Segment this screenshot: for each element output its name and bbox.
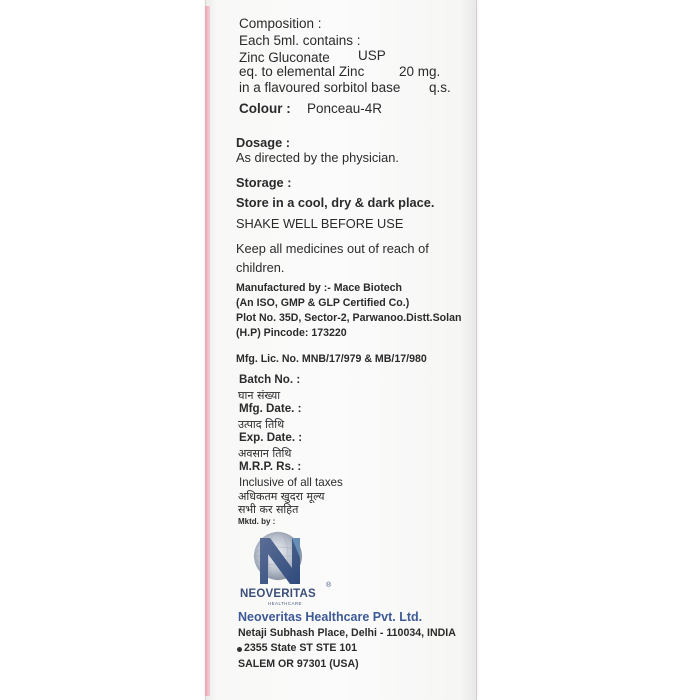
us-address-line2: SALEM OR 97301 (USA) [238,658,359,670]
brand-name: NEOVERITAS [240,588,316,600]
ingredient-amount: 20 mg. [399,64,441,79]
mrp-label: M.R.P. Rs. : [239,460,302,473]
mrp-inclusive: Inclusive of all taxes [239,476,343,489]
storage-heading: Storage : [236,175,292,190]
carton-edge-stripe [205,6,210,696]
ingredient-equivalent: eq. to elemental Zinc [239,64,365,79]
mfg-date-label: Mfg. Date. : [239,402,302,415]
mfg-date-hindi: उत्पाद तिथि [238,418,285,431]
manufacturer-line4: (H.P) Pincode: 173220 [236,327,347,339]
composition-heading: Composition : [239,16,322,31]
storage-text: Store in a cool, dry & dark place. [236,195,435,210]
mfg-license: Mfg. Lic. No. MNB/17/979 & MB/17/980 [236,353,427,365]
batch-hindi: घान संख्या [238,389,281,402]
composition-base: in a flavoured sorbitol base [239,80,401,95]
dosage-text: As directed by the physician. [236,150,399,165]
composition-qs: q.s. [429,80,451,95]
manufacturer-line2: (An ISO, GMP & GLP Certified Co.) [236,297,410,309]
manufacturer-line3: Plot No. 35D, Sector-2, Parwanoo.Distt.Solan [236,312,462,324]
us-address-line1: 2355 State ST STE 101 [244,642,358,654]
company-address: Netaji Subhash Place, Delhi - 110034, INDIA [238,627,456,639]
marketed-by-label: Mktd. by : [238,517,276,526]
colour-value: Ponceau-4R [307,101,383,116]
manufacturer-line1: Manufactured by :- Mace Biotech [236,282,402,294]
exp-date-hindi: अवसान तिथि [238,447,292,460]
company-name: Neoveritas Healthcare Pvt. Ltd. [238,610,423,624]
shake-warning: SHAKE WELL BEFORE USE [236,216,404,231]
colour-label: Colour : [239,101,291,116]
ingredient-grade: USP [358,48,386,63]
keep-away-line1: Keep all medicines out of reach of [236,241,429,256]
taxes-hindi: सभी कर सहित [238,503,299,516]
exp-date-label: Exp. Date. : [239,431,303,444]
brand-sub: HEALTHCARE [268,601,302,606]
ingredient-name: Zinc Gluconate [239,50,330,65]
neoveritas-n-logo-icon [248,528,310,590]
composition-each: Each 5ml. contains : [239,33,361,48]
dosage-heading: Dosage : [236,135,291,150]
batch-label: Batch No. : [239,373,301,386]
registered-mark: ® [326,582,332,589]
keep-away-line2: children. [236,260,285,275]
bullet-icon [237,647,242,652]
mrp-hindi: अधिकतम खुदरा मूल्य [238,490,325,503]
